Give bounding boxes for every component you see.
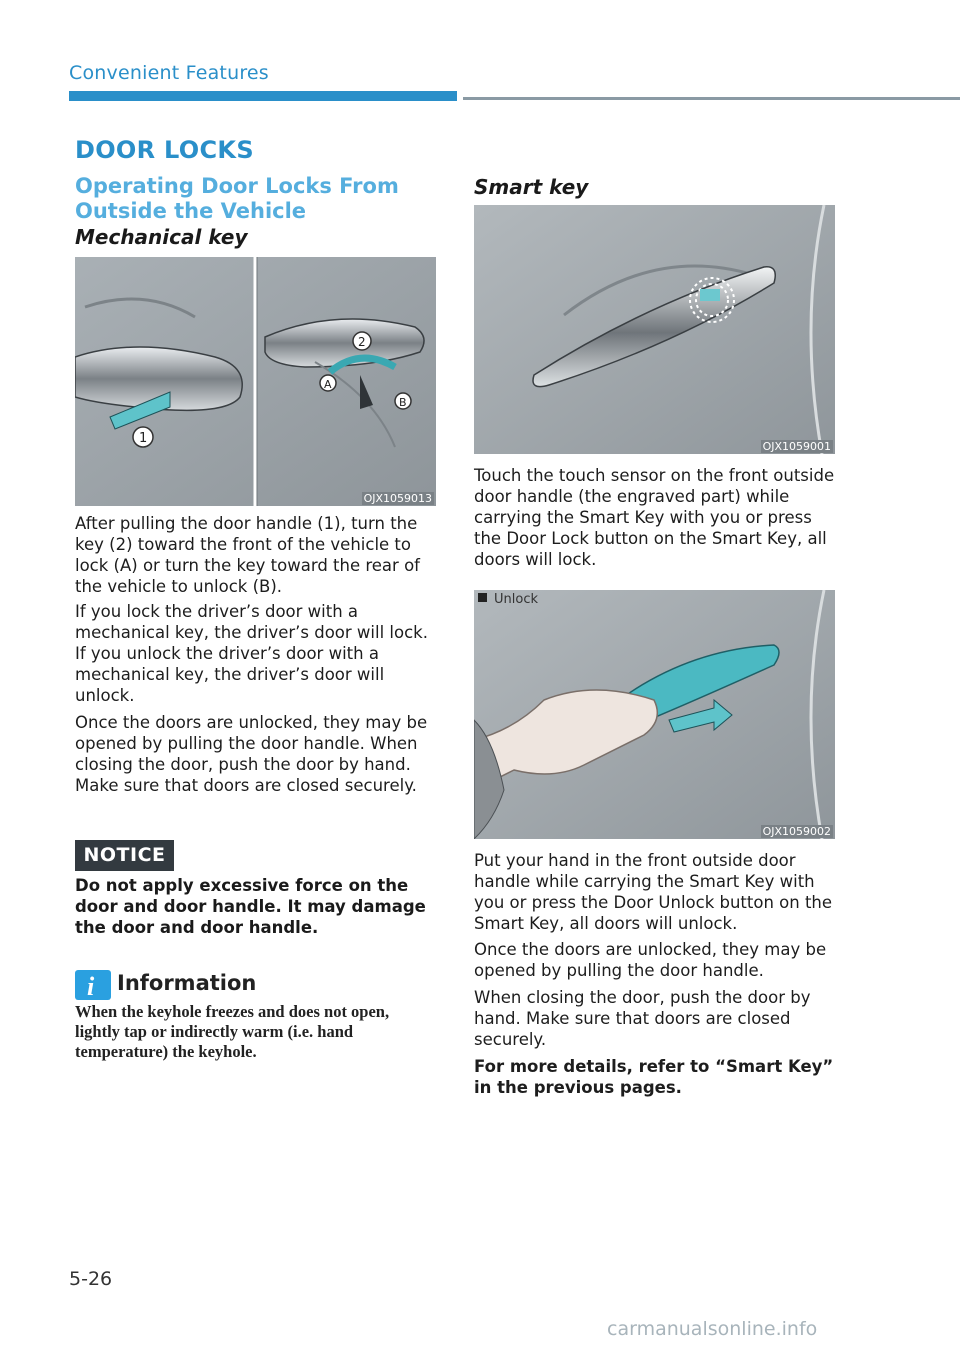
lock-text: Touch the touch sensor on the front outside door handle (the engraved part) while carrying the Smart Key with you or press the Door Lock button on the Smart Key, all doors will lock.: [474, 466, 835, 569]
paragraph: If you lock the driver’s door with a mechanical key, the driver’s door will lock. If you unlock the driver’s door with a mechanical key, the driver’s door will unlock.: [75, 602, 428, 705]
notice-text: Do not apply excessive force on the door and door handle. It may damage the door and door handle.: [75, 876, 426, 937]
unlock-paragraph: Put your hand in the front outside door handle while carrying the Smart Key with you or press the Door Unlock button on the Smart Key, all doors will unlock.: [474, 851, 833, 933]
smart-key-reference-note: For more details, refer to “Smart Key” in the previous pages.: [474, 1057, 834, 1097]
unlock-paragraph: When closing the door, push the door by hand. Make sure that doors are closed securely.: [474, 988, 811, 1049]
figure-code: OJX1059002: [762, 825, 831, 838]
door-handle-key-illustration: [75, 257, 436, 506]
figure-code: OJX1059013: [363, 492, 432, 505]
mechanical-key-heading: Mechanical key: [75, 225, 248, 249]
header-accent-bar: [69, 91, 457, 101]
mechanical-key-figure: [75, 257, 436, 506]
notice-label: NOTICE: [75, 840, 174, 871]
smart-key-heading: Smart key: [474, 175, 589, 199]
info-title: Information: [117, 971, 257, 995]
callout-b: B: [399, 396, 407, 409]
callout-a: A: [324, 378, 332, 391]
figure-code: OJX1059001: [762, 440, 831, 453]
watermark: carmanualsonline.info: [607, 1318, 818, 1340]
paragraph: Once the doors are unlocked, they may be opened by pulling the door handle. When closing the door, push the door by hand. Make sure that doors are closed securely.: [75, 713, 428, 795]
smart-key-unlock-illustration: [474, 590, 835, 839]
header-rule: [463, 97, 960, 100]
paragraph: After pulling the door handle (1), turn the key (2) toward the front of the vehicle to lock (A) or turn the key toward the rear of the vehicle to unlock (B).: [75, 514, 420, 596]
page-number: 5-26: [69, 1268, 113, 1290]
callout-1: 1: [139, 431, 148, 446]
unlock-paragraph: Once the doors are unlocked, they may be opened by pulling the door handle.: [474, 940, 827, 980]
smart-key-lock-illustration: [474, 205, 835, 454]
callout-2: 2: [358, 335, 366, 349]
svg-text:i: i: [87, 972, 95, 1000]
section-title: Convenient Features: [69, 62, 269, 84]
lock-figure: [474, 205, 835, 454]
unlock-caption: Unlock: [478, 592, 538, 607]
page-title: DOOR LOCKS: [75, 136, 254, 164]
subtitle: Operating Door Locks From Outside the Vehicle: [75, 174, 399, 223]
bullet-square-icon: [478, 593, 487, 602]
info-text: When the keyhole freezes and does not open, lightly tap or indirectly warm (i.e. hand temperature) the keyhole.: [75, 1002, 390, 1061]
unlock-figure: [474, 590, 835, 839]
info-icon: [75, 970, 111, 1000]
